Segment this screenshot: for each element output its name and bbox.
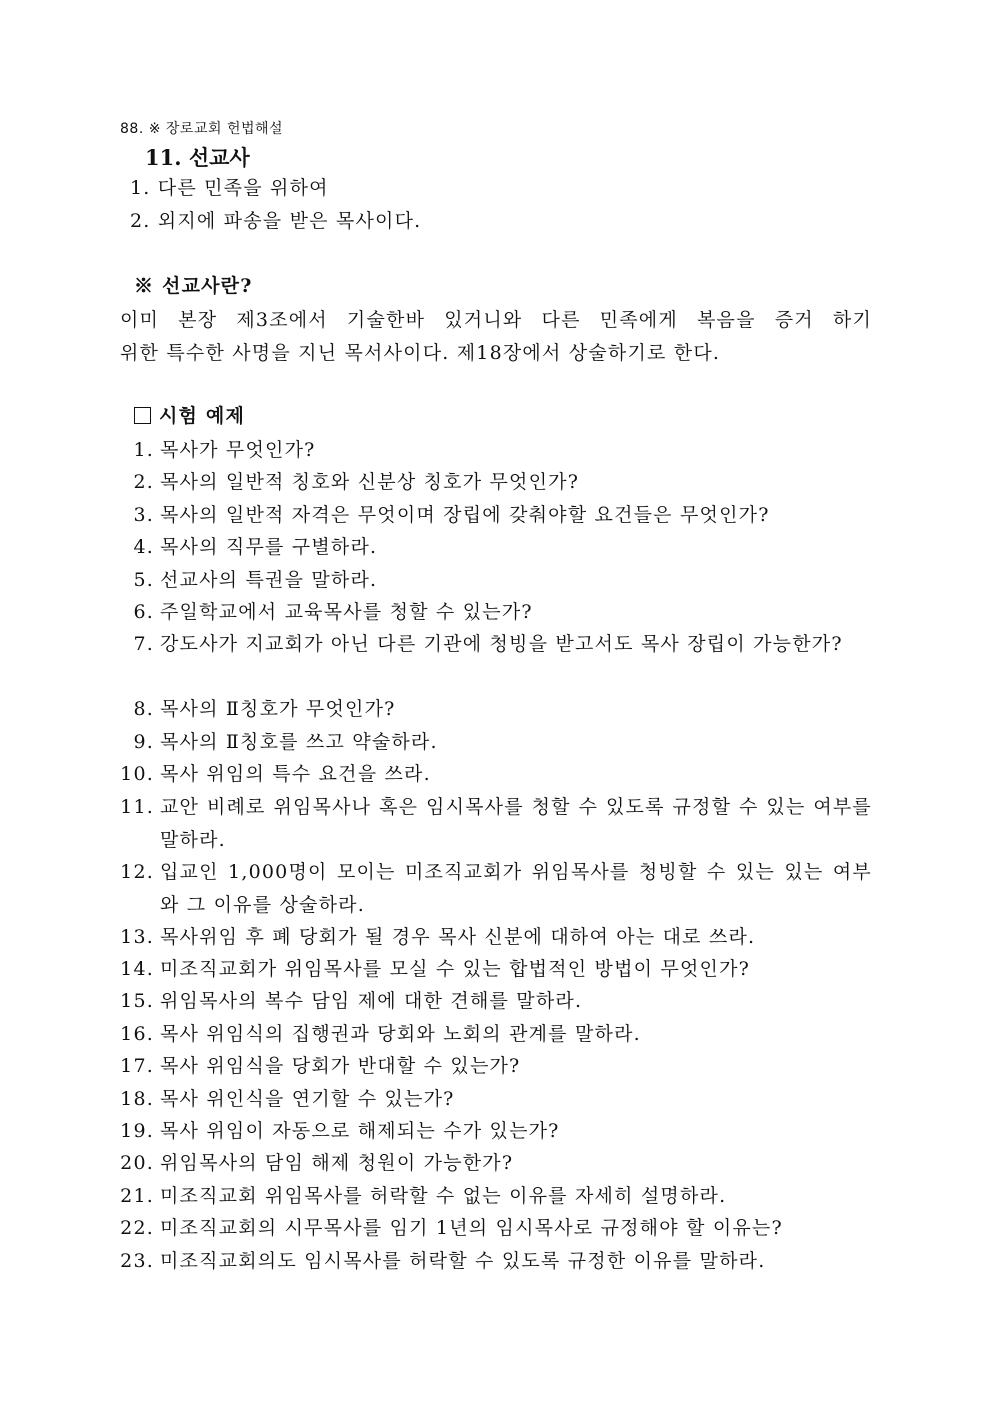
- exam-question-number: 4.: [133, 536, 154, 559]
- section-item-text: 다른 민족을 위하여: [157, 177, 329, 199]
- exam-question-number: 20.: [120, 1152, 154, 1175]
- exam-heading: [134, 402, 245, 430]
- exam-question-text: 목사의 Ⅱ칭호를 쓰고 약술하라.: [160, 730, 438, 753]
- section-item: [130, 174, 329, 202]
- exam-question-number: 17.: [120, 1055, 154, 1078]
- exam-question-text: 목사위임 후 폐 당회가 될 경우 목사 신분에 대하여 아는 대로 쓰라.: [160, 925, 756, 948]
- section-item-text: 외지에 파송을 받은 목사이다.: [157, 210, 422, 232]
- section-item-number: 1.: [130, 177, 151, 199]
- exam-question-number: 9.: [133, 730, 154, 753]
- exam-question-text: 목사 위임식을 당회가 반대할 수 있는가?: [160, 1055, 521, 1078]
- exam-question-text: 목사의 일반적 칭호와 신분상 칭호가 무엇인가?: [160, 471, 580, 494]
- exam-question-number: 8.: [133, 698, 154, 721]
- exam-question-number: 15.: [120, 990, 154, 1013]
- exam-question-number: 1.: [133, 439, 154, 461]
- exam-question-number: 23.: [120, 1249, 154, 1272]
- exam-question-text: 목사의 Ⅱ칭호가 무엇인가?: [160, 698, 396, 721]
- exam-question-number: 10.: [120, 763, 154, 786]
- exam-question-text: 강도사가 지교회가 아닌 다른 기관에 청빙을 받고서도 목사 장립이 가능한가?: [160, 633, 843, 656]
- exam-question-number: 21.: [120, 1184, 154, 1207]
- exam-question-number: 5.: [133, 568, 154, 591]
- exam-question-number: 12.: [120, 860, 154, 883]
- exam-question-number: 14.: [120, 958, 154, 980]
- exam-question-text: 목사 위임의 특수 요건을 쓰라.: [160, 763, 431, 786]
- section-item-number: 2.: [130, 210, 151, 232]
- exam-question-text: 선교사의 특권을 말하라.: [160, 568, 378, 591]
- note-paragraph-line: 위한 특수한 사명을 지닌 목서사이다. 제18장에서 상술하기로 한다.: [120, 342, 721, 364]
- exam-question-number: 22.: [120, 1217, 154, 1240]
- exam-heading-label: 시험 예제: [159, 405, 246, 427]
- exam-question-text: 목사의 일반적 자격은 무엇이며 장립에 갖춰야할 요건들은 무엇인가?: [160, 503, 770, 526]
- exam-question-number: 6.: [133, 601, 154, 623]
- exam-question-number: 7.: [133, 633, 154, 656]
- exam-question-text: 미조직교회의도 임시목사를 허락할 수 있도록 규정한 이유를 말하라.: [160, 1249, 766, 1272]
- exam-question-text: 미조직교회 위임목사를 허락할 수 없는 이유를 자세히 설명하라.: [160, 1184, 727, 1207]
- section-title: 11. 선교사: [145, 145, 250, 170]
- section-item: [130, 207, 421, 235]
- exam-question-number: 16.: [120, 1022, 154, 1045]
- checkbox-icon: [134, 407, 151, 424]
- exam-question-text: 입교인 1,000명이 모이는 미조직교회가 위임목사를 청빙할 수 있는 있는 여부와 그 이유를 상술하라.: [160, 860, 872, 916]
- exam-question-text: 목사 위인식을 연기할 수 있는가?: [160, 1087, 455, 1110]
- exam-question-text: 목사의 직무를 구별하라.: [160, 536, 378, 559]
- note-paragraph-line: 이미 본장 제3조에서 기술한바 있거니와 다른 민족에게 복음을 증거 하기: [120, 309, 872, 331]
- exam-question-number: 2.: [133, 471, 154, 494]
- exam-question-number: 18.: [120, 1087, 154, 1110]
- exam-question-text: 목사 위임식의 집행권과 당회와 노회의 관계를 말하라.: [160, 1022, 641, 1045]
- exam-question-text: 교안 비례로 위임목사나 혹은 임시목사를 청할 수 있도록 규정할 수 있는 여부를 말하라.: [160, 795, 872, 851]
- exam-question-text: 주일학교에서 교육목사를 청할 수 있는가?: [160, 601, 533, 623]
- exam-question-number: 11.: [120, 795, 154, 818]
- running-header: 88. ※ 장로교회 헌법해설: [120, 121, 284, 137]
- exam-question-text: 목사 위임이 자동으로 해제되는 수가 있는가?: [160, 1120, 560, 1142]
- note-heading: ※ 선교사란?: [134, 275, 253, 297]
- exam-question-number: 13.: [120, 925, 154, 948]
- exam-question-text: 위임목사의 담임 해제 청원이 가능한가?: [160, 1152, 514, 1175]
- exam-question-number: 3.: [133, 503, 154, 526]
- exam-question-text: 위임목사의 복수 담임 제에 대한 견해를 말하라.: [160, 990, 583, 1013]
- exam-question-number: 19.: [120, 1120, 154, 1142]
- exam-question-text: 미조직교회의 시무목사를 임기 1년의 임시목사로 규정해야 할 이유는?: [160, 1217, 783, 1240]
- exam-question-text: 목사가 무엇인가?: [160, 439, 316, 461]
- exam-question-text: 미조직교회가 위임목사를 모실 수 있는 합법적인 방법이 무엇인가?: [160, 958, 751, 980]
